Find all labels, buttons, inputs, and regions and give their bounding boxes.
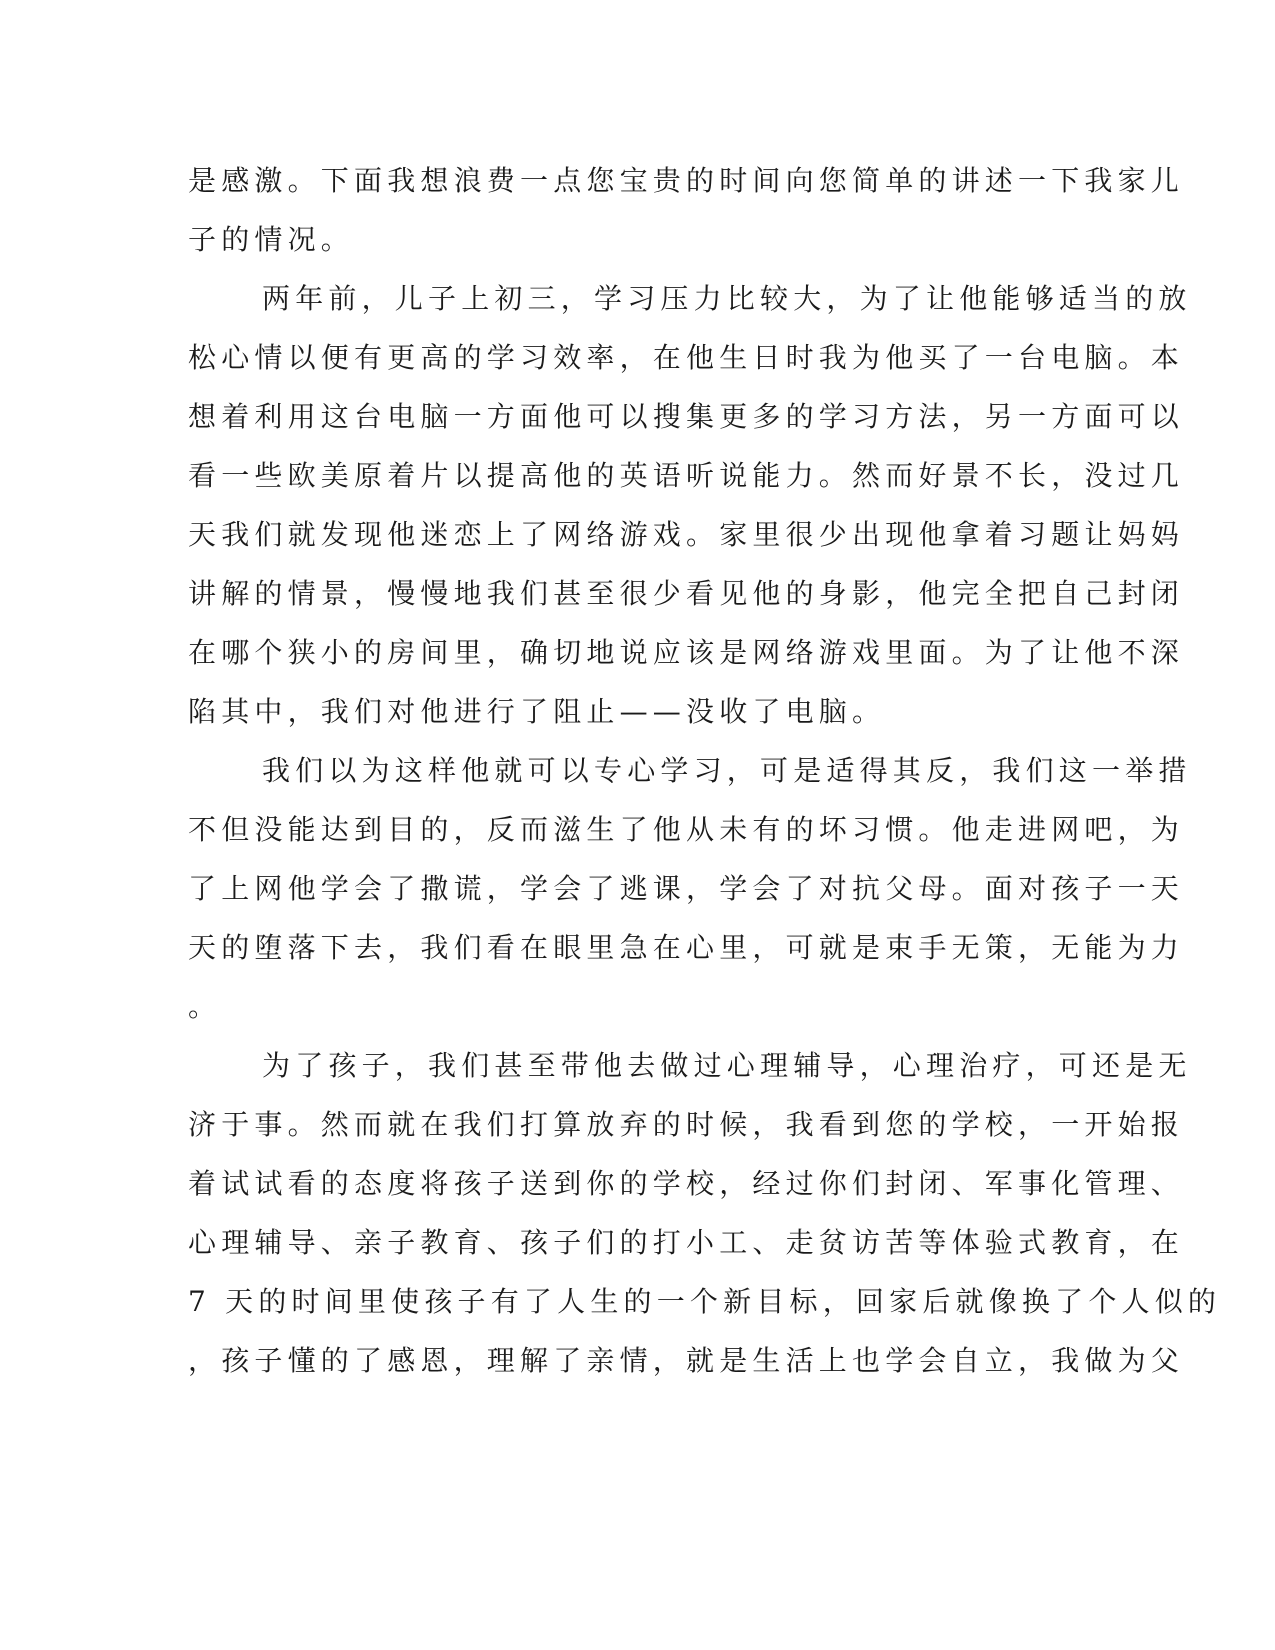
paragraph-start-line: 为了孩子，我们甚至带他去做过心理辅导，心理治疗，可还是无 [262,1049,1192,1082]
text-line: 子的情况。 [188,223,355,256]
text-line: 是感激。下面我想浪费一点您宝贵的时间向您简单的讲述一下我家儿 [188,164,1185,197]
text-line: 讲解的情景，慢慢地我们甚至很少看见他的身影，他完全把自己封闭 [188,577,1185,610]
text-line: 。 [188,990,222,1023]
paragraph-start-line: 两年前，儿子上初三，学习压力比较大，为了让他能够适当的放 [262,282,1192,315]
text-line: 在哪个狭小的房间里，确切地说应该是网络游戏里面。为了让他不深 [188,636,1185,669]
text-line: 松心情以便有更高的学习效率，在他生日时我为他买了一台电脑。本 [188,341,1185,374]
text-line: 看一些欧美原着片以提高他的英语听说能力。然而好景不长，没过几 [188,459,1185,492]
text-line: 陷其中，我们对他进行了阻止——没收了电脑。 [188,695,886,728]
text-line: 天的堕落下去，我们看在眼里急在心里，可就是束手无策，无能为力 [188,931,1185,964]
text-line: 想着利用这台电脑一方面他可以搜集更多的学习方法，另一方面可以 [188,400,1185,433]
text-line: 心理辅导、亲子教育、孩子们的打小工、走贫访苦等体验式教育，在 [188,1226,1185,1259]
paragraph-start-line: 我们以为这样他就可以专心学习，可是适得其反，我们这一举措 [262,754,1192,787]
text-line: 不但没能达到目的，反而滋生了他从未有的坏习惯。他走进网吧，为 [188,813,1185,846]
text-line: 7 天的时间里使孩子有了人生的一个新目标，回家后就像换了个人似的 [188,1285,1222,1318]
text-line: 着试试看的态度将孩子送到你的学校，经过你们封闭、军事化管理、 [188,1167,1185,1200]
text-line: 济于事。然而就在我们打算放弃的时候，我看到您的学校，一开始报 [188,1108,1185,1141]
text-line: ，孩子懂的了感恩，理解了亲情，就是生活上也学会自立，我做为父 [188,1344,1185,1377]
text-line: 天我们就发现他迷恋上了网络游戏。家里很少出现他拿着习题让妈妈 [188,518,1185,551]
text-line: 了上网他学会了撒谎，学会了逃课，学会了对抗父母。面对孩子一天 [188,872,1185,905]
